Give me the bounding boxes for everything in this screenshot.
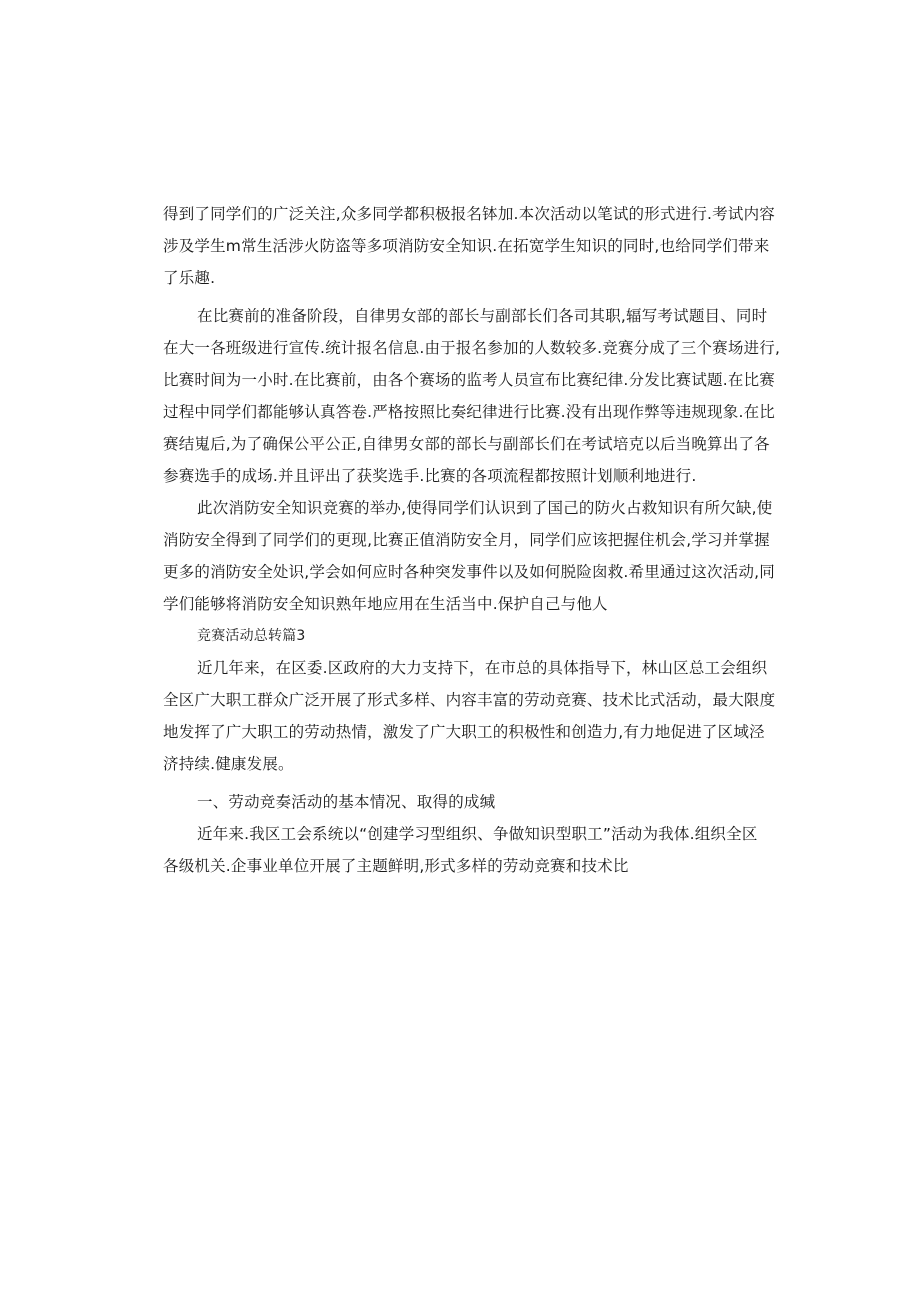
text-line: 了乐趣.: [163, 269, 216, 287]
text-line: 在比赛前的准备阶段，自律男女部的部长与副部长们各司其职,辐写考试题目、同时: [197, 307, 768, 325]
text-line: 更多的消防安全处识,学会如何应时各种突发事件以及如何脱险囱救.希里通过这次活动,同: [163, 563, 775, 581]
subheading: [163, 786, 767, 818]
text-line: 各级机关.企事业单位开展了主题鲜明,形式多样的劳动竞赛和技术比: [163, 857, 629, 875]
section-heading: [163, 620, 767, 652]
paragraph-4: [163, 652, 776, 780]
text-line: 此次消防安全知识竞赛的举办,使得同学们认识到了国己的防火占救知识有所欠缺,使: [197, 499, 773, 517]
text-line: 过程中同学们都能够认真答卷.严格按照比奏纪律进行比赛.没有出现作弊等违规现象.在比: [163, 403, 775, 421]
paragraph-5: [163, 818, 767, 882]
paragraph-2: [163, 300, 781, 492]
document-body: [163, 198, 781, 882]
text-line: 涉及学生m常生活涉火防盗等多项消防安全知识.在拓宽学生知识的同时,也给同学们带来: [163, 237, 770, 255]
text-line: 全区广大职工群众广泛开展了形式多样、内容丰富的劳动竞赛、技术比式活动，最大限度: [163, 691, 776, 709]
text-line: 得到了同学们的广泛关注,众多同学都积极报名钵加.本次活动以笔试的形式进行.考试内容: [163, 205, 775, 223]
text-line: 赛结嵬后,为了确保公平公正,自律男女部的部长与副部长们在考试培克以后当晚算出了各: [163, 435, 770, 453]
text-line: 近年来.我区工会系统以“创建学习型组织、争做知识型职工”活动为我体.组织全区: [197, 825, 758, 843]
paragraph-1: [163, 198, 775, 294]
text-line: 学们能够将消防安全知识熟年地应用在生活当中.保护自己与他人: [163, 595, 608, 613]
text-line: 地发挥了广大职工的劳动热情，激发了广大职工的积极性和创造力,有力地促进了区域泾: [163, 723, 765, 741]
text-line: 近几年来，在区委.区政府的大力支持下，在市总的具体指导下，林山区总工会组织: [197, 659, 768, 677]
subheading-title: 一、劳动竞奏活动的基本情况、取得的成缄: [197, 793, 496, 811]
text-line: 参赛选手的成场.并且评出了获奖选手.比赛的各项流程都按照计划顺利地进行.: [163, 467, 697, 485]
text-line: 济持续.健康发展。: [163, 755, 294, 773]
section-title: 竞赛活动总转篇3: [197, 628, 306, 644]
paragraph-3: [163, 492, 775, 620]
text-line: 消防安全得到了同学们的更现,比赛正值消防安全月，同学们应该把握住机会,学习并掌握: [163, 531, 770, 549]
text-line: 在大一各班级进行宣传.统计报名信息.由于报名参加的人数较多.竞赛分成了三个赛场进行,: [163, 339, 781, 357]
text-line: 比赛时间为一小时.在比赛前，由各个赛场的监考人员宣布比赛纪律.分发比赛试题.在比赛: [163, 371, 775, 389]
